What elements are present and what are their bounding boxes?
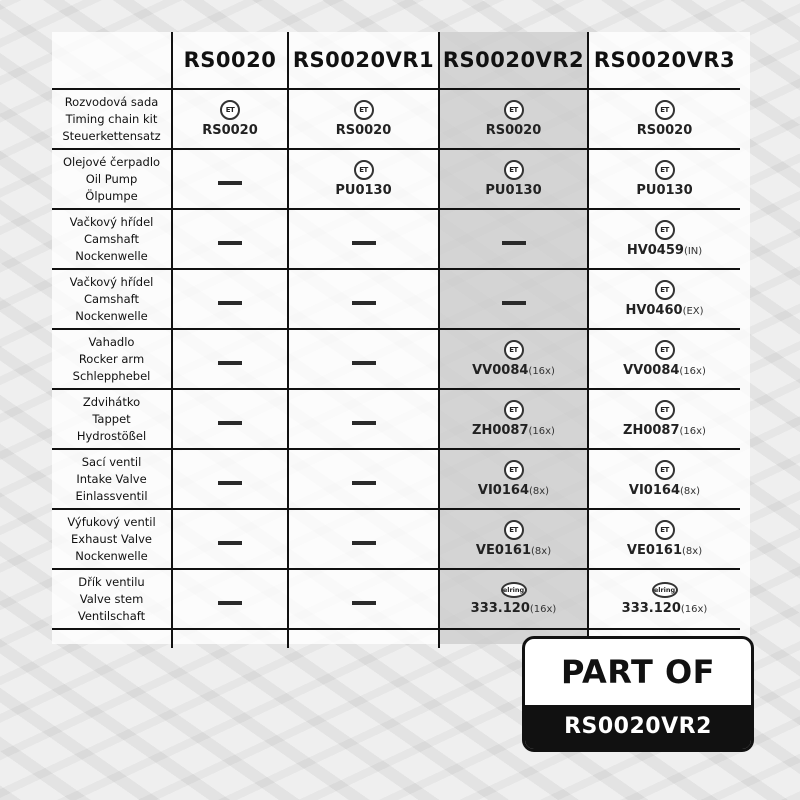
- part-number: VE0161: [626, 542, 683, 558]
- row-label-line: Valve stem: [79, 591, 144, 606]
- parts-table: [52, 32, 740, 648]
- not-included-dash: [502, 241, 526, 245]
- row-label-line: Vahadlo: [88, 334, 135, 349]
- part-code-line: [485, 183, 541, 198]
- row-label-line: Rozvodová sada: [64, 94, 159, 109]
- part-entry: [589, 280, 740, 319]
- part-entry: [440, 520, 587, 559]
- row-label-line: Schlepphebel: [72, 368, 151, 383]
- elring-logo-icon: elring: [652, 582, 678, 598]
- row-label-line: Steuerkettensatz: [62, 128, 161, 143]
- part-number: VV0084: [472, 362, 529, 378]
- et-logo-icon: ET: [504, 400, 524, 420]
- part-code-line: [623, 363, 706, 379]
- row-label-line: Rocker arm: [78, 351, 145, 366]
- part-code-line: [486, 123, 542, 138]
- part-number: RS0020: [202, 123, 258, 138]
- part-entry: [173, 100, 287, 138]
- part-entry: [440, 100, 587, 138]
- row-label-line: Zdvihátko: [82, 394, 141, 409]
- part-entry: [589, 400, 740, 439]
- part-code-line: [636, 183, 692, 198]
- et-logo-icon: ET: [655, 280, 675, 300]
- not-included-dash: [218, 601, 242, 605]
- not-included-dash: [352, 601, 376, 605]
- et-logo-icon: ET: [504, 460, 524, 480]
- part-cell: [588, 389, 740, 449]
- row-label-line: Vačkový hřídel: [69, 274, 154, 289]
- part-number: VI0164: [477, 482, 529, 498]
- part-cell: [288, 509, 439, 569]
- part-number: ZH0087: [623, 422, 680, 438]
- column-header: RS0020VR1: [288, 32, 439, 89]
- part-cell: [588, 509, 740, 569]
- not-included-dash: [218, 301, 242, 305]
- part-cell: [288, 269, 439, 329]
- part-number: RS0020: [485, 123, 542, 138]
- et-logo-icon: ET: [220, 100, 240, 120]
- part-quantity: (EX): [682, 305, 704, 317]
- et-logo-icon: ET: [354, 100, 374, 120]
- part-entry: [589, 520, 740, 559]
- not-included-dash: [218, 541, 242, 545]
- part-number: 333.120: [470, 600, 530, 616]
- row-label: [52, 569, 172, 629]
- row-label-line: Hydrostößel: [76, 428, 147, 443]
- part-number: 333.120: [621, 600, 681, 616]
- not-included-dash: [218, 481, 242, 485]
- part-quantity: (IN): [683, 245, 703, 257]
- part-cell: [588, 329, 740, 389]
- part-code-line: [637, 123, 693, 138]
- et-logo-icon: ET: [655, 340, 675, 360]
- part-cell: [172, 269, 288, 329]
- part-code-line: [202, 123, 258, 138]
- corner-cell: [52, 32, 172, 89]
- part-cell: [288, 569, 439, 629]
- not-included-dash: [352, 241, 376, 245]
- not-included-dash: [352, 421, 376, 425]
- part-quantity: (16x): [529, 603, 557, 615]
- part-entry: [589, 100, 740, 138]
- not-included-dash: [218, 361, 242, 365]
- not-included-dash: [218, 181, 242, 185]
- part-cell: [439, 329, 588, 389]
- part-entry: [589, 582, 740, 617]
- part-code-line: [471, 601, 557, 617]
- row-label-line: Ventilschaft: [77, 608, 146, 623]
- part-cell: [439, 449, 588, 509]
- part-number: VV0084: [623, 362, 680, 378]
- part-cell: [439, 389, 588, 449]
- part-quantity: (8x): [680, 485, 701, 497]
- part-code-line: [627, 243, 702, 259]
- elring-logo-icon: elring: [501, 582, 527, 598]
- part-number: HV0459: [626, 242, 684, 258]
- row-label-line: Ölpumpe: [85, 188, 138, 203]
- not-included-dash: [352, 301, 376, 305]
- part-code-line: [627, 543, 702, 559]
- table-row: [52, 389, 740, 449]
- part-number: RS0020: [335, 123, 392, 138]
- part-cell: [288, 329, 439, 389]
- part-entry: [440, 400, 587, 439]
- part-code-line: [478, 483, 549, 499]
- part-cell: [172, 209, 288, 269]
- et-logo-icon: ET: [655, 160, 675, 180]
- part-quantity: (16x): [679, 365, 706, 377]
- table-row: [52, 269, 740, 329]
- not-included-dash: [352, 541, 376, 545]
- part-code-line: [622, 601, 708, 617]
- part-entry: [589, 340, 740, 379]
- part-quantity: (16x): [680, 603, 708, 615]
- row-label: [52, 269, 172, 329]
- row-label: [52, 449, 172, 509]
- tail-spacer: [172, 629, 288, 648]
- part-quantity: (8x): [682, 545, 703, 557]
- part-cell: [439, 509, 588, 569]
- part-quantity: (8x): [531, 545, 552, 557]
- et-logo-icon: ET: [504, 160, 524, 180]
- row-label-line: Einlassventil: [75, 488, 148, 503]
- part-cell: [588, 149, 740, 209]
- et-logo-icon: ET: [504, 340, 524, 360]
- tail-spacer: [52, 629, 172, 648]
- part-entry: [589, 160, 740, 198]
- row-label-line: Nockenwelle: [75, 308, 148, 323]
- part-code-line: [629, 483, 700, 499]
- part-entry: [440, 340, 587, 379]
- part-cell: [439, 269, 588, 329]
- et-logo-icon: ET: [655, 100, 675, 120]
- part-entry: [289, 100, 438, 138]
- part-cell: [439, 149, 588, 209]
- part-code-line: [472, 423, 555, 439]
- part-number: HV0460: [625, 302, 683, 318]
- table-row: [52, 149, 740, 209]
- row-label-line: Nockenwelle: [75, 248, 148, 263]
- part-of-kit-code: RS0020VR2: [525, 705, 751, 749]
- row-label: [52, 389, 172, 449]
- et-logo-icon: ET: [655, 520, 675, 540]
- part-cell: [588, 89, 740, 149]
- part-cell: [439, 209, 588, 269]
- row-label-line: Dřík ventilu: [78, 574, 145, 589]
- row-label-line: Vačkový hřídel: [69, 214, 154, 229]
- not-included-dash: [352, 481, 376, 485]
- row-label-line: Nockenwelle: [75, 548, 148, 563]
- part-cell: [172, 389, 288, 449]
- not-included-dash: [218, 421, 242, 425]
- part-cell: [172, 89, 288, 149]
- part-cell: [172, 329, 288, 389]
- table-row: [52, 449, 740, 509]
- row-label-line: Timing chain kit: [65, 111, 158, 126]
- row-label-line: Sací ventil: [81, 454, 142, 469]
- row-label-line: Výfukový ventil: [67, 514, 156, 529]
- part-number: PU0130: [636, 183, 693, 198]
- not-included-dash: [502, 301, 526, 305]
- part-entry: [289, 160, 438, 198]
- part-quantity: (16x): [679, 425, 706, 437]
- row-label-line: Camshaft: [84, 231, 139, 246]
- row-label-line: Tappet: [92, 411, 131, 426]
- row-label: [52, 329, 172, 389]
- row-label-line: Exhaust Valve: [71, 531, 152, 546]
- part-number: VE0161: [475, 542, 532, 558]
- tail-spacer: [288, 629, 439, 648]
- row-label-line: Oil Pump: [85, 171, 138, 186]
- part-entry: [440, 160, 587, 198]
- part-cell: [172, 569, 288, 629]
- et-logo-icon: ET: [655, 220, 675, 240]
- column-header: RS0020VR2: [439, 32, 588, 89]
- part-code-line: [623, 423, 706, 439]
- part-code-line: [625, 303, 703, 319]
- part-cell: [288, 209, 439, 269]
- header-row: [52, 32, 740, 89]
- part-code-line: [476, 543, 551, 559]
- not-included-dash: [352, 361, 376, 365]
- part-number: RS0020: [636, 123, 693, 138]
- row-label-line: Camshaft: [84, 291, 139, 306]
- part-cell: [288, 449, 439, 509]
- part-of-label: PART OF: [560, 653, 715, 691]
- part-entry: [589, 220, 740, 259]
- row-label: [52, 149, 172, 209]
- table-row: [52, 89, 740, 149]
- part-cell: [588, 209, 740, 269]
- table-row: [52, 509, 740, 569]
- part-cell: [288, 89, 439, 149]
- table-row: [52, 209, 740, 269]
- part-number: ZH0087: [472, 422, 529, 438]
- part-cell: [172, 149, 288, 209]
- et-logo-icon: ET: [655, 460, 675, 480]
- row-label: [52, 509, 172, 569]
- part-number: PU0130: [335, 183, 392, 198]
- part-code-line: [336, 123, 392, 138]
- part-cell: [588, 569, 740, 629]
- part-quantity: (8x): [529, 485, 550, 497]
- part-cell: [172, 509, 288, 569]
- et-logo-icon: ET: [504, 100, 524, 120]
- part-cell: [439, 89, 588, 149]
- part-cell: [439, 569, 588, 629]
- table-row: [52, 329, 740, 389]
- part-quantity: (16x): [528, 365, 555, 377]
- part-code-line: [335, 183, 391, 198]
- et-logo-icon: ET: [354, 160, 374, 180]
- column-header: RS0020: [172, 32, 288, 89]
- part-of-box: [522, 636, 754, 752]
- part-code-line: [472, 363, 555, 379]
- et-logo-icon: ET: [504, 520, 524, 540]
- part-cell: [288, 389, 439, 449]
- part-cell: [288, 149, 439, 209]
- not-included-dash: [218, 241, 242, 245]
- row-label: [52, 89, 172, 149]
- row-label: [52, 209, 172, 269]
- table-row: [52, 569, 740, 629]
- part-cell: [588, 449, 740, 509]
- row-label-line: Intake Valve: [76, 471, 147, 486]
- part-entry: [589, 460, 740, 499]
- et-logo-icon: ET: [655, 400, 675, 420]
- part-entry: [440, 460, 587, 499]
- column-header: RS0020VR3: [588, 32, 740, 89]
- part-cell: [172, 449, 288, 509]
- part-entry: [440, 582, 587, 617]
- part-number: PU0130: [485, 183, 542, 198]
- part-quantity: (16x): [528, 425, 555, 437]
- part-cell: [588, 269, 740, 329]
- row-label-line: Olejové čerpadlo: [62, 154, 161, 169]
- part-number: VI0164: [628, 482, 680, 498]
